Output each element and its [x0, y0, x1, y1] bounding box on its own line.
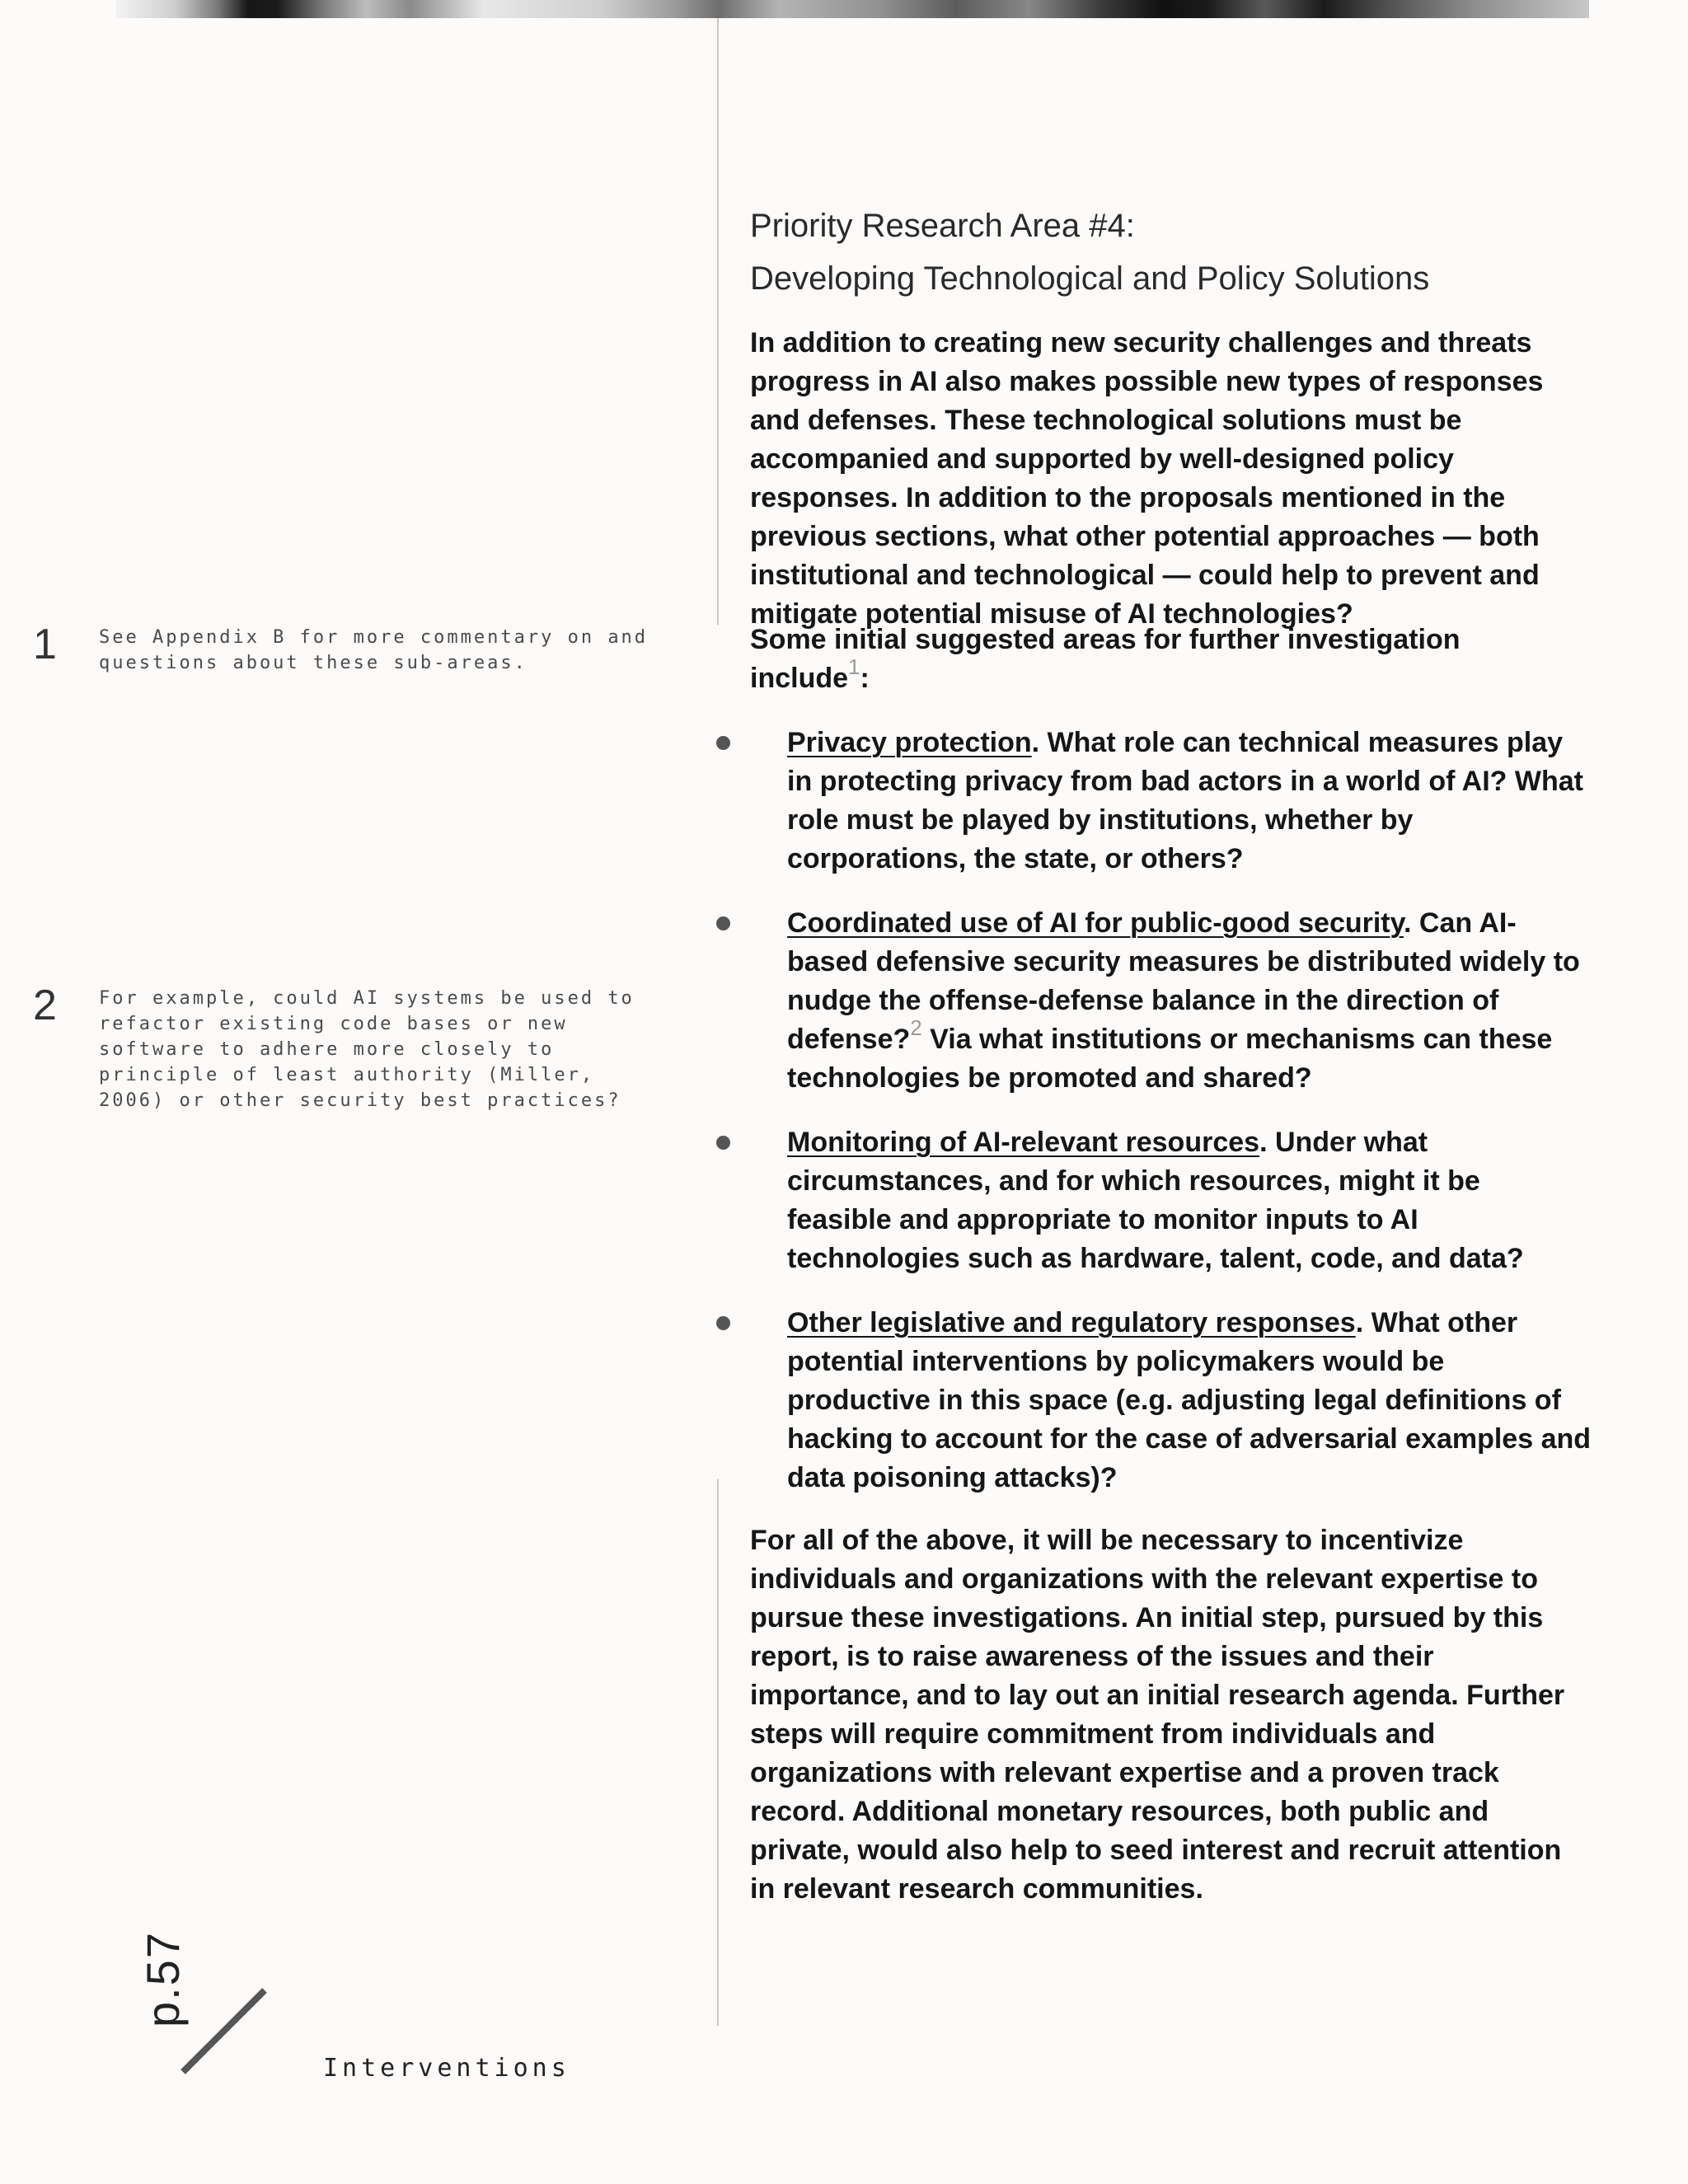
list-item: [713, 1123, 1591, 1278]
closing-paragraph: For all of the above, it will be necessary to incentivize individuals and organizations with the relevant expertise to pursue these investigations. An initial step, pursued by this report, is to raise awareness of the issues and their importance, and to lay out an initial research agenda. Further steps will require commitment from individuals and organizations with relevant expertise and a proven track record. Additional monetary resources, both public and private, would also help to seed interest and recruit attention in relevant research communities.: [750, 1525, 1565, 1905]
list-item-text: . What other potential interventions by policymakers would be productive in this space (e.g. adjusting legal definitions of hacking to account for the case of adversarial examples and data poisoning attacks)?: [787, 1307, 1592, 1493]
list-item-term: Monitoring of AI-relevant resources: [787, 1127, 1260, 1158]
lead-text: Some initial suggested areas for further investigation include: [750, 624, 1461, 694]
bullet-icon: [716, 736, 730, 750]
list-item-text: . What role can technical measures play in protecting privacy from bad actors in a world of AI? What role must be played by institutions, whether by corporations, the state, or others?: [787, 727, 1583, 874]
footnote-number: 2: [33, 982, 57, 1029]
list-item-term: Coordinated use of AI for public-good security: [787, 907, 1404, 939]
list-item-text-after: Via what institutions or mechanisms can these technologies be promoted and shared?: [787, 1024, 1553, 1094]
section-heading: [750, 199, 1607, 305]
bullet-icon: [716, 916, 730, 930]
footnote-text: For example, could AI systems be used to refactor existing code bases or new software to adhere more closely to principle of least authority (Miller, 2006) or other security best practices?: [99, 988, 635, 1111]
list-item-text: . Under what circumstances, and for which resources, might it be feasible and appropriate to monitor inputs to AI technologies such as hardware, talent, code, and data?: [787, 1127, 1524, 1274]
slash-divider: [181, 1988, 267, 2074]
column-divider: [717, 1479, 719, 2026]
heading-line-1: Priority Research Area #4:: [750, 208, 1135, 244]
list-item: [713, 724, 1591, 879]
footnote-ref-2[interactable]: 2: [910, 1015, 922, 1040]
section-label: Interventions: [323, 2054, 570, 2083]
list-item-term: Other legislative and regulatory responses: [787, 1307, 1356, 1338]
list-item: [713, 904, 1591, 1098]
column-divider: [717, 18, 719, 625]
research-areas-list: [713, 724, 1591, 1523]
intro-paragraph: In addition to creating new security challenges and threats progress in AI also makes possible new types of responses and defenses. These technological solutions must be accompanied and supported by well-designed policy responses. In addition to the proposals mentioned in the previous sections, what other potential approaches — both institutional and technological — could help to prevent and mitigate potential misuse of AI technologies?: [750, 327, 1544, 630]
heading-line-2: Developing Technological and Policy Solutions: [750, 260, 1430, 297]
footnote-ref-1[interactable]: 1: [848, 654, 860, 679]
lead-paragraph: [750, 621, 1587, 698]
bullet-icon: [716, 1316, 730, 1330]
footnote-number: 1: [33, 621, 57, 668]
list-item-term: Privacy protection: [787, 727, 1032, 758]
list-item: [713, 1304, 1591, 1497]
list-item-text: . Can AI-based defensive security measures be distributed widely to nudge the offense-defense balance in the direction of defense?: [787, 907, 1580, 1055]
bullet-icon: [716, 1136, 730, 1150]
page-number: p.57: [137, 1931, 189, 2027]
footnote-text: See Appendix B for more commentary on and questions about these sub-areas.: [99, 627, 649, 673]
lead-suffix: :: [860, 663, 870, 694]
decorative-header-bar: [115, 0, 1589, 18]
